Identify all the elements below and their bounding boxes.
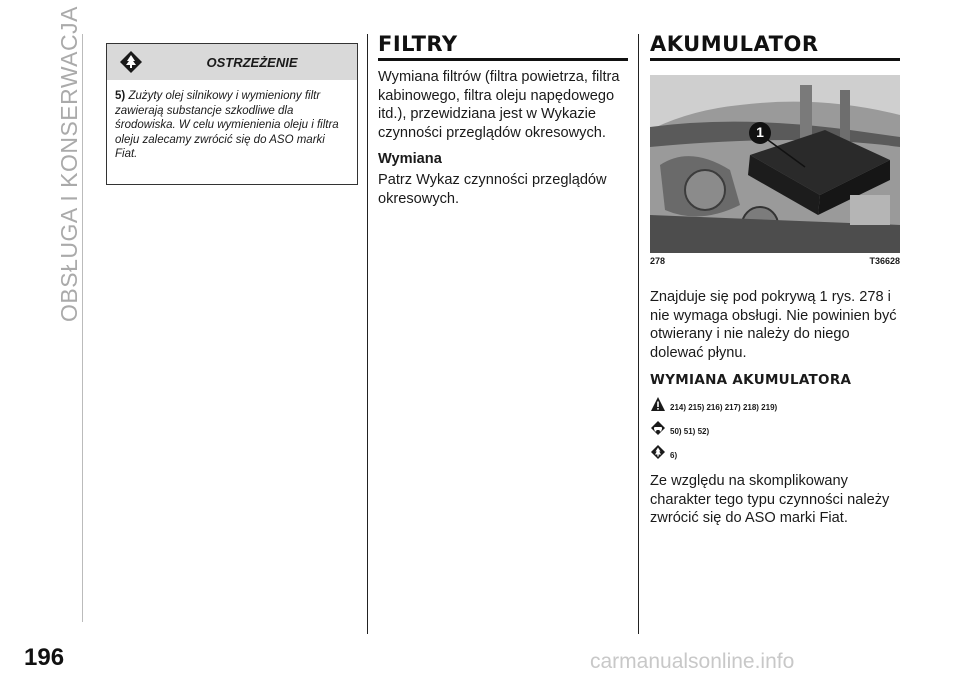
reference-row [650, 418, 900, 436]
warning-title: OSTRZEŻENIE [206, 55, 298, 70]
warning-triangle-icon [650, 396, 666, 412]
warning-box [106, 43, 358, 185]
watermark: carmanualsonline.info [590, 650, 795, 673]
reference-numbers: 6) [670, 451, 678, 460]
side-divider [82, 34, 83, 622]
battery-replacement-heading: WYMIANA AKUMULATORA [650, 372, 852, 388]
reference-row [650, 394, 900, 412]
battery-conclusion: Ze względu na skomplikowany charakter tego typu czynności należy zwrócić się do ASO marki Fiat. [650, 473, 890, 526]
section-rule [650, 58, 900, 61]
page-number: 196 [24, 644, 65, 671]
environment-tree-icon [650, 444, 666, 460]
column-divider [367, 34, 368, 634]
warning-number: 5) [115, 90, 126, 102]
filtry-subheading: Wymiana [378, 151, 442, 167]
car-caution-icon [650, 420, 666, 436]
chapter-side-title: OBSŁUGA I KONSERWACJA [56, 6, 82, 322]
figure-caption [650, 256, 900, 266]
engine-bay-photo [650, 75, 900, 253]
reference-numbers: 50) 51) 52) [670, 427, 710, 436]
figure-number: 278 [650, 256, 666, 266]
reference-numbers: 214) 215) 216) 217) 218) 219) [670, 403, 778, 412]
warning-body: Zużyty olej silnikowy i wymieniony filtr zawierają substancje szkodliwe dla środowiska. W celu wymienienia oleju i filtra oleju zalecamy zwrócić się do ASO marki Fiat. [115, 90, 339, 160]
section-heading-akumulator: AKUMULATOR [650, 32, 819, 56]
figure-callout: 1 [756, 124, 764, 140]
filtry-text: Patrz Wykaz czynności przeglądów okresowych. [378, 172, 607, 207]
warning-header [107, 44, 357, 80]
battery-figure [650, 75, 900, 253]
section-rule [378, 58, 628, 61]
reference-row [650, 442, 900, 460]
warning-text [107, 80, 357, 162]
akumulator-section [650, 32, 900, 528]
section-heading-filtry: FILTRY [378, 32, 458, 56]
filtry-section [378, 32, 628, 208]
figure-code: T36628 [869, 256, 900, 266]
filtry-intro: Wymiana filtrów (filtra powietrza, filtra kabinowego, filtra oleju napędowego itd.), przewidziana jest w Wykazie czynności przeglądów okresowych. [378, 69, 620, 141]
column-divider [638, 34, 639, 634]
battery-description: Znajduje się pod pokrywą 1 rys. 278 i nie wymaga obsługi. Nie powinien być otwierany i nie należy do niego dolewać płynu. [650, 289, 897, 361]
